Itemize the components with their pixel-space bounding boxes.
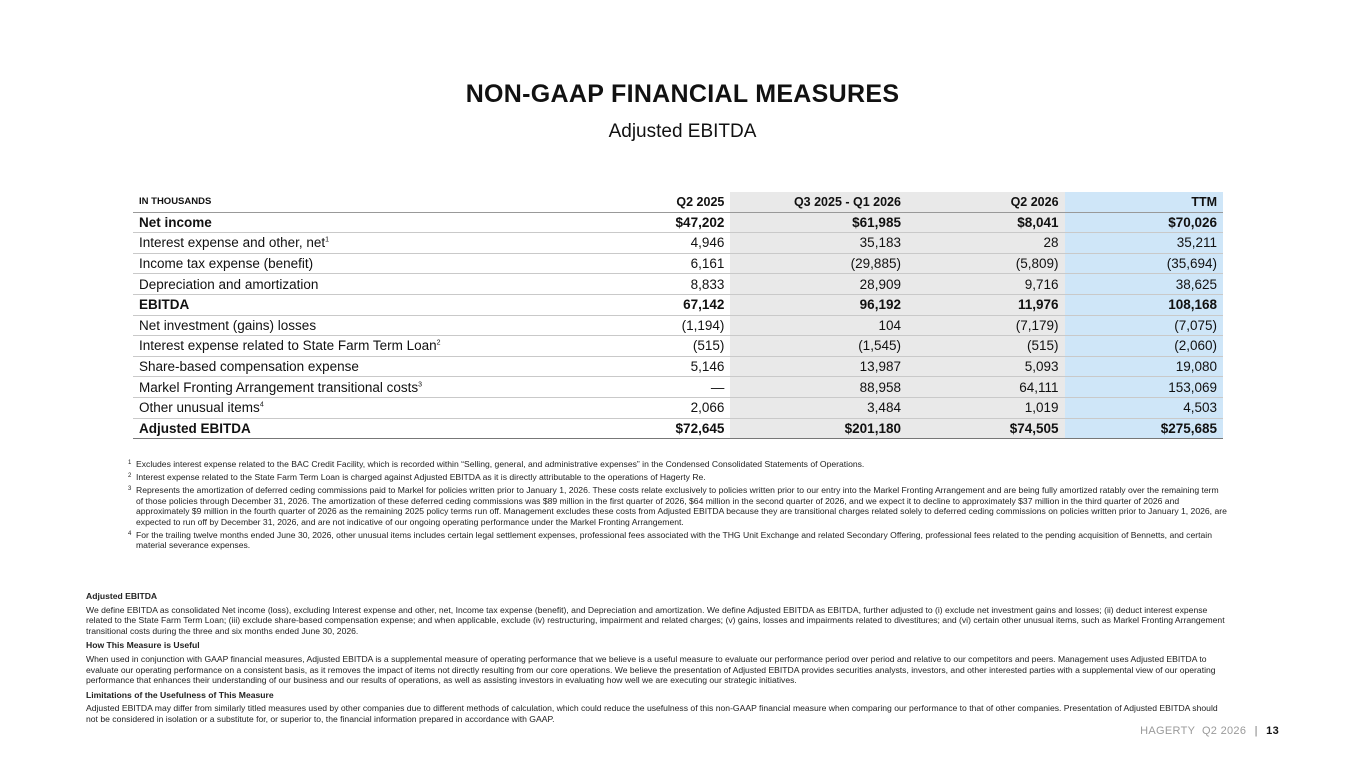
table-row <box>133 274 1223 295</box>
footnote-number: 4 <box>128 530 132 537</box>
cell-q2-2025: $47,202 <box>587 212 730 233</box>
footnote-text: Represents the amortization of deferred ceding commissions paid to Markel for policies written prior to January 1, 2026. These costs relate exclusively to policies written prior to our entry into the Markel Fronting Arrangement and are being fully amortized ratably over the remaining term of those policies through December 31, 2026. The amortization of these deferred ceding commissions was $89 million in the first quarter of 2026, $64 million in the second quarter of 2026, and we expect it to decline to approximately $37 million in the third quarter of 2026 and approximately $9 million in the fourth quarter of 2026 as the remaining 2025 policy terms run off. Management excludes these costs from Adjusted EBITDA because they are transitional charges related solely to deferred ceding commissions on policies written prior to January 1, 2026, are expected to run off by December 31, 2026, and are not indicative of our ongoing operating performance under the Markel Fronting Arrangement. <box>136 485 1227 527</box>
row-label <box>133 274 587 295</box>
cell-ttm: (35,694) <box>1065 253 1223 274</box>
row-label-text: Markel Fronting Arrangement transitional costs <box>139 379 419 395</box>
page-number: 13 <box>1266 725 1279 737</box>
cell-q2-2025: (515) <box>587 336 730 357</box>
cell-q2-2026: (515) <box>907 336 1065 357</box>
table-row <box>133 212 1223 233</box>
cell-q3-2025-q1-2026: $201,180 <box>730 418 907 439</box>
footnote-number: 3 <box>128 486 132 492</box>
row-label-text: Income tax expense (benefit) <box>139 256 314 272</box>
cell-q2-2026: (7,179) <box>907 315 1065 336</box>
table-row <box>133 418 1223 439</box>
row-label <box>133 377 587 398</box>
row-label-text: EBITDA <box>139 297 190 313</box>
cell-q2-2026: 11,976 <box>907 294 1065 315</box>
cell-q3-2025-q1-2026: 28,909 <box>730 274 907 295</box>
row-label-text: Depreciation and amortization <box>139 276 319 292</box>
cell-ttm: (7,075) <box>1065 315 1223 336</box>
row-label <box>133 397 587 418</box>
row-label-text: Net investment (gains) losses <box>139 317 317 333</box>
definition-heading: How This Measure is Useful <box>86 640 200 651</box>
cell-q2-2026: (5,809) <box>907 253 1065 274</box>
cell-q2-2025: 8,833 <box>587 274 730 295</box>
definition-text: When used in conjunction with GAAP financial measures, Adjusted EBITDA is a supplemental measure of operating performance that we believe is a useful measure to evaluate our performance period over period and relative to our competitors and peers. Management uses Adjusted EBITDA to evaluate our operating performance on a consistent basis, as it removes the impact of items not directly resulting from our core operations. We believe the presentation of Adjusted EBITDA provides securities analysts, investors, and other interested parties with a supplemental view of our operating performance that enhances their understanding of our business and our results of operations, as well as assisting investors in evaluating how well we are executing our strategic initiatives. <box>86 653 1216 686</box>
footnote-number: 2 <box>128 473 132 479</box>
table-row <box>133 294 1223 315</box>
cell-q2-2025: 5,146 <box>587 356 730 377</box>
table-row <box>133 233 1223 254</box>
cell-q2-2026: $8,041 <box>907 212 1065 233</box>
header-q2-2026: Q2 2026 <box>907 192 1065 212</box>
row-label <box>133 356 587 377</box>
header-in-thousands: IN THOUSANDS <box>133 192 587 212</box>
footnote-text: For the trailing twelve months ended June 30, 2026, other unusual items includes certain legal settlement expenses, professional fees associated with the THG Unit Exchange and related Secondary Offering, professional fees related to the pending acquisition of Bennetts, and certain material severance expenses. <box>136 529 1212 550</box>
cell-q2-2026: 1,019 <box>907 397 1065 418</box>
cell-ttm: 35,211 <box>1065 233 1223 254</box>
table-row <box>133 315 1223 336</box>
page-footer <box>1140 725 1279 737</box>
cell-q2-2026: 9,716 <box>907 274 1065 295</box>
definition-heading: Adjusted EBITDA <box>86 591 158 601</box>
footnote-marker: 4 <box>259 401 264 409</box>
definition-text: We define EBITDA as consolidated Net income (loss), excluding Interest expense and other, net, Income tax expense (benefit), and Depreciation and amortization. We define Adjusted EBITDA as EBITDA, further adjusted to (i) exclude net investment gains and losses; (ii) deduct interest expense related to the State Farm Term Loan; (iii) exclude share-based compensation expense; and when applicable, exclude (iv) restructuring, impairment and related charges; (v) gains, losses and impairments related to divestitures; and (vi) certain other unusual items, such as Markel Fronting Arrangement transitional costs during the three and six months ended June 30, 2026. <box>86 604 1225 636</box>
row-label <box>133 233 587 254</box>
cell-q2-2026: 5,093 <box>907 356 1065 377</box>
cell-q2-2025: 6,161 <box>587 253 730 274</box>
row-label-text: Adjusted EBITDA <box>139 420 251 436</box>
adjusted-ebitda-table <box>133 192 1223 439</box>
cell-ttm: $275,685 <box>1065 418 1223 439</box>
definition-text: Adjusted EBITDA may differ from similarly titled measures used by other companies due to different methods of calculation, which could reduce the usefulness of this non-GAAP financial measure when comparing our performance to that of other companies. Presentation of Adjusted EBITDA should not be considered in isolation or a substitute for, or superior to, the financial information prepared in accordance with GAAP. <box>86 703 1218 724</box>
cell-q3-2025-q1-2026: 104 <box>730 315 907 336</box>
row-label-text: Other unusual items <box>139 400 260 416</box>
cell-ttm: 153,069 <box>1065 377 1223 398</box>
row-label-text: Interest expense and other, net <box>139 235 326 251</box>
cell-ttm: 4,503 <box>1065 397 1223 418</box>
table-row <box>133 377 1223 398</box>
footnote-text: Interest expense related to the State Farm Term Loan is charged against Adjusted EBITDA as it is directly attributable to the operations of Hagerty Re. <box>136 472 706 482</box>
row-label <box>133 294 587 315</box>
footnote-marker: 3 <box>418 381 423 389</box>
cell-q3-2025-q1-2026: 3,484 <box>730 397 907 418</box>
row-label <box>133 253 587 274</box>
cell-q3-2025-q1-2026: (1,545) <box>730 336 907 357</box>
cell-q3-2025-q1-2026: (29,885) <box>730 253 907 274</box>
row-label <box>133 418 587 439</box>
footnotes <box>128 459 1228 553</box>
cell-q2-2025: 67,142 <box>587 294 730 315</box>
cell-q2-2025: $72,645 <box>587 418 730 439</box>
table-body <box>133 212 1223 439</box>
footnote-marker: 1 <box>325 236 330 244</box>
footnote-marker: 2 <box>436 339 441 347</box>
table-row <box>133 253 1223 274</box>
footnote <box>128 530 1228 551</box>
table-row <box>133 356 1223 377</box>
row-label-text: Share-based compensation expense <box>139 359 359 375</box>
footer-period: Q2 2026 <box>1201 725 1247 737</box>
cell-q2-2025: (1,194) <box>587 315 730 336</box>
footnote-text: Excludes interest expense related to the BAC Credit Facility, which is recorded within “Selling, general, and administrative expenses” in the Condensed Consolidated Statements of Operations. <box>136 459 865 469</box>
cell-ttm: 38,625 <box>1065 274 1223 295</box>
cell-q3-2025-q1-2026: $61,985 <box>730 212 907 233</box>
cell-q3-2025-q1-2026: 35,183 <box>730 233 907 254</box>
row-label <box>133 315 587 336</box>
cell-ttm: 19,080 <box>1065 356 1223 377</box>
cell-q2-2025: 4,946 <box>587 233 730 254</box>
cell-q2-2025: 2,066 <box>587 397 730 418</box>
header-q2-2025: Q2 2025 <box>587 192 730 212</box>
definition-heading: Limitations of the Usefulness of This Measure <box>86 689 274 700</box>
table-row <box>133 397 1223 418</box>
row-label-text: Net income <box>139 214 212 230</box>
cell-q3-2025-q1-2026: 96,192 <box>730 294 907 315</box>
header-q3-2025-q1-2026: Q3 2025 - Q1 2026 <box>730 192 907 212</box>
footnote-number: 1 <box>128 460 132 466</box>
cell-q3-2025-q1-2026: 88,958 <box>730 377 907 398</box>
measure-definitions <box>86 589 1231 729</box>
cell-q2-2026: $74,505 <box>907 418 1065 439</box>
row-label <box>133 212 587 233</box>
header-ttm: TTM <box>1065 192 1223 212</box>
footer-separator: | <box>1254 725 1258 737</box>
row-label-text: Interest expense related to State Farm Term Loan <box>139 338 437 354</box>
table-header-row <box>133 192 1223 212</box>
row-label <box>133 336 587 357</box>
cell-ttm: 108,168 <box>1065 294 1223 315</box>
page-subtitle: Adjusted EBITDA <box>608 121 757 142</box>
cell-q2-2026: 28 <box>907 233 1065 254</box>
footnote <box>128 485 1228 527</box>
table-row <box>133 336 1223 357</box>
cell-q2-2025: — <box>587 377 730 398</box>
footnote <box>128 472 1228 483</box>
cell-ttm: (2,060) <box>1065 336 1223 357</box>
cell-ttm: $70,026 <box>1065 212 1223 233</box>
cell-q2-2026: 64,111 <box>907 377 1065 398</box>
page-title: NON-GAAP FINANCIAL MEASURES <box>465 80 900 108</box>
footer-brand: HAGERTY <box>1140 725 1196 737</box>
cell-q3-2025-q1-2026: 13,987 <box>730 356 907 377</box>
footnote <box>128 459 1228 470</box>
